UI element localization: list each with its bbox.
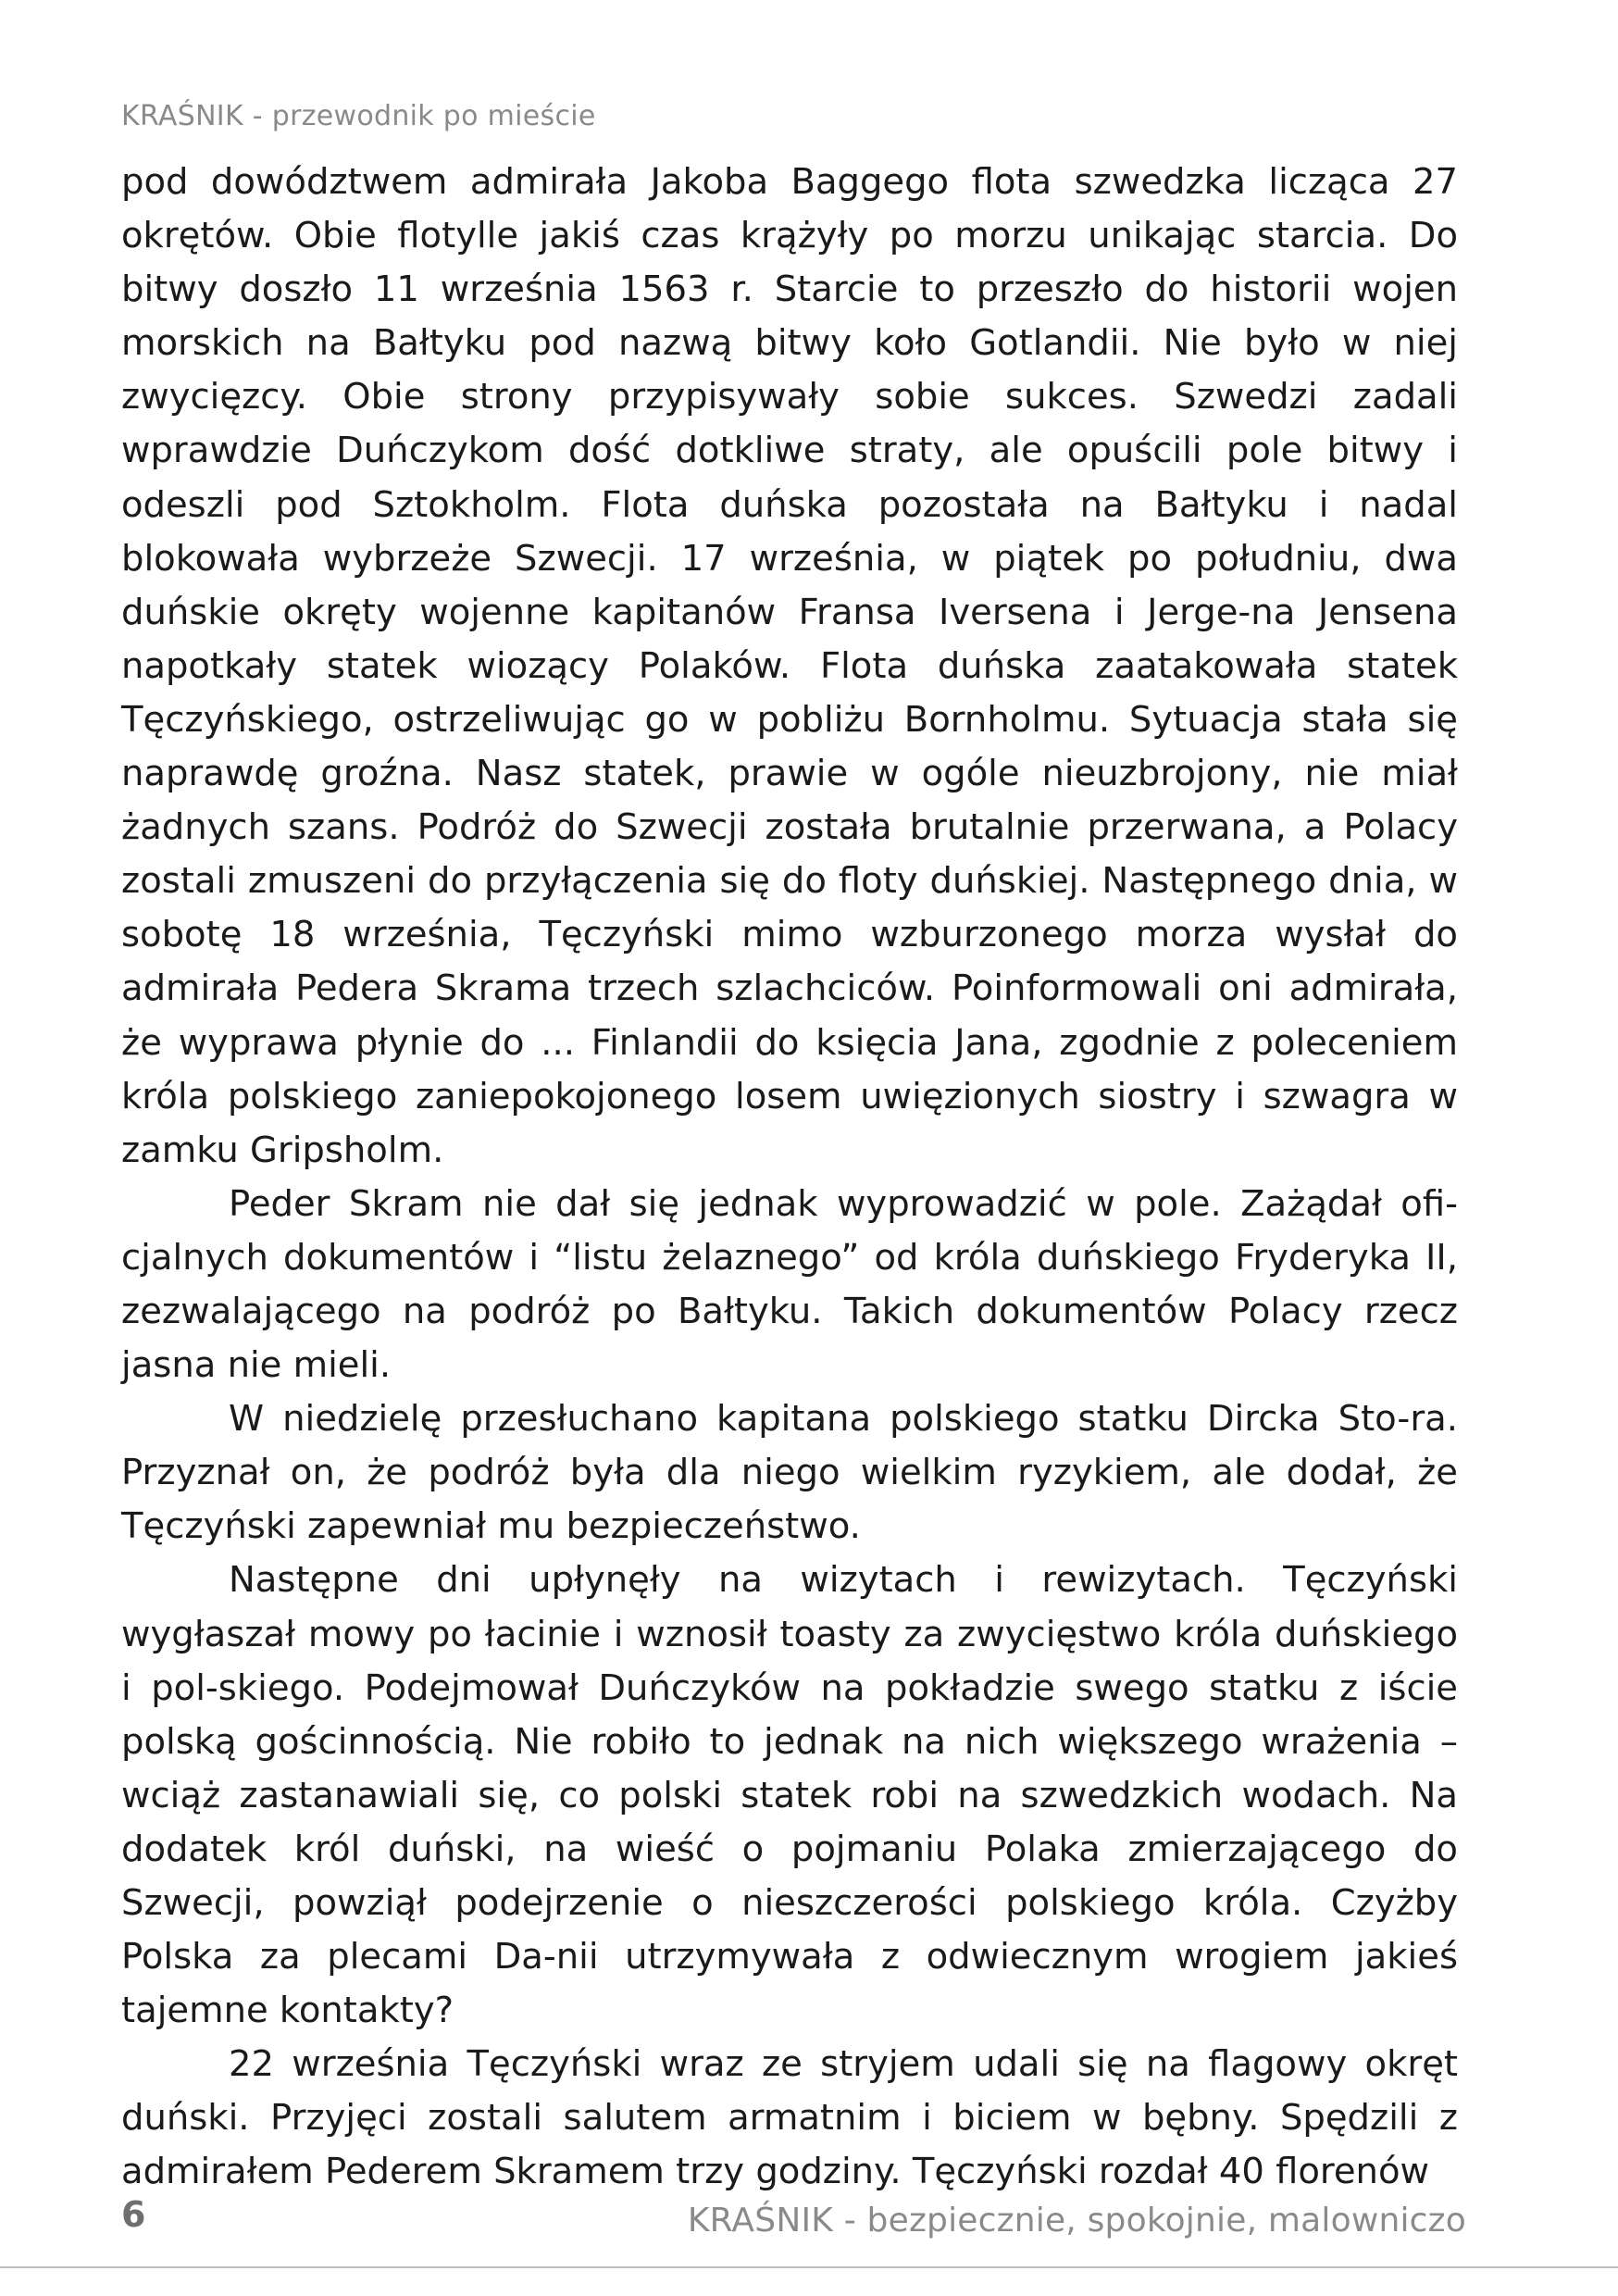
page-number: 6	[121, 2194, 146, 2235]
body-text	[121, 156, 1458, 2200]
running-footer: KRAŚNIK - bezpiecznie, spokojnie, malowniczo	[687, 2202, 1466, 2240]
paragraph: Następne dni upłynęły na wizytach i rewizytach. Tęczyński wygłaszał mowy po łacinie i wznosił toasty za zwycięstwo króla duńskiego i pol-skiego. Podejmował Duńczyków na pokładzie swego statku z iście polską gościnnością. Nie robiło to jednak na nich większego wrażenia – wciąż zastanawiali się, co polski statek robi na szwedzkich wodach. Na dodatek król duński, na wieść o pojmaniu Polaka zmierzającego do Szwecji, powziął podejrzenie o nieszczerości polskiego króla. Czyżby Polska za plecami Da-nii utrzymywała z odwiecznym wrogiem jakieś tajemne kontakty?	[121, 1559, 1458, 2032]
running-header: KRAŚNIK - przewodnik po mieście	[121, 100, 596, 132]
footer-divider	[0, 2266, 1618, 2268]
paragraph: W niedzielę przesłuchano kapitana polskiego statku Dircka Sto-ra. Przyznał on, że podróż była dla niego wielkim ryzykiem, ale dodał, że Tęczyński zapewniał mu bezpieczeństwo.	[121, 1398, 1458, 1548]
paragraph: 22 września Tęczyński wraz ze stryjem udali się na flagowy okręt duński. Przyjęci zostali salutem armatnim i biciem w bębny. Spędzili z admirałem Pederem Skramem trzy godziny. Tęczyński rozdał 40 florenów	[121, 2043, 1458, 2193]
paragraph: pod dowództwem admirała Jakoba Baggego flota szwedzka licząca 27 okrętów. Obie flotylle jakiś czas krążyły po morzu unikając starcia. Do bitwy doszło 11 września 1563 r. Starcie to przeszło do historii wojen morskich na Bałtyku pod nazwą bitwy koło Gotlandii. Nie było w niej zwycięzcy. Obie strony przypisywały sobie sukces. Szwedzi zadali wprawdzie Duńczykom dość dotkliwe straty, ale opuścili pole bitwy i odeszli pod Sztokholm. Flota duńska pozostała na Bałtyku i nadal blokowała wybrzeże Szwecji. 17 września, w piątek po południu, dwa duńskie okręty wojenne kapitanów Fransa Iversena i Jerge-na Jensena napotkały statek wiozący Polaków. Flota duńska zaatakowała statek Tęczyńskiego, ostrzeliwując go w pobliżu Bornholmu. Sytuacja stała się naprawdę groźna. Nasz statek, prawie w ogóle nieuzbrojony, nie miał żadnych szans. Podróż do Szwecji została brutalnie przerwana, a Polacy zostali zmuszeni do przyłączenia się do floty duńskiej. Następnego dnia, w sobotę 18 września, Tęczyński mimo wzburzonego morza wysłał do admirała Pedera Skrama trzech szlachciców. Poinformowali oni admirała, że wyprawa płynie do ... Finlandii do księcia Jana, zgodnie z poleceniem króla polskiego zaniepokojonego losem uwięzionych siostry i szwagra w zamku Gripsholm.	[121, 161, 1458, 1171]
paragraph: Peder Skram nie dał się jednak wyprowadzić w pole. Zażądał ofi-cjalnych dokumentów i “listu żelaznego” od króla duńskiego Fryderyka II, zezwalającego na podróż po Bałtyku. Takich dokumentów Polacy rzecz jasna nie mieli.	[121, 1182, 1458, 1387]
